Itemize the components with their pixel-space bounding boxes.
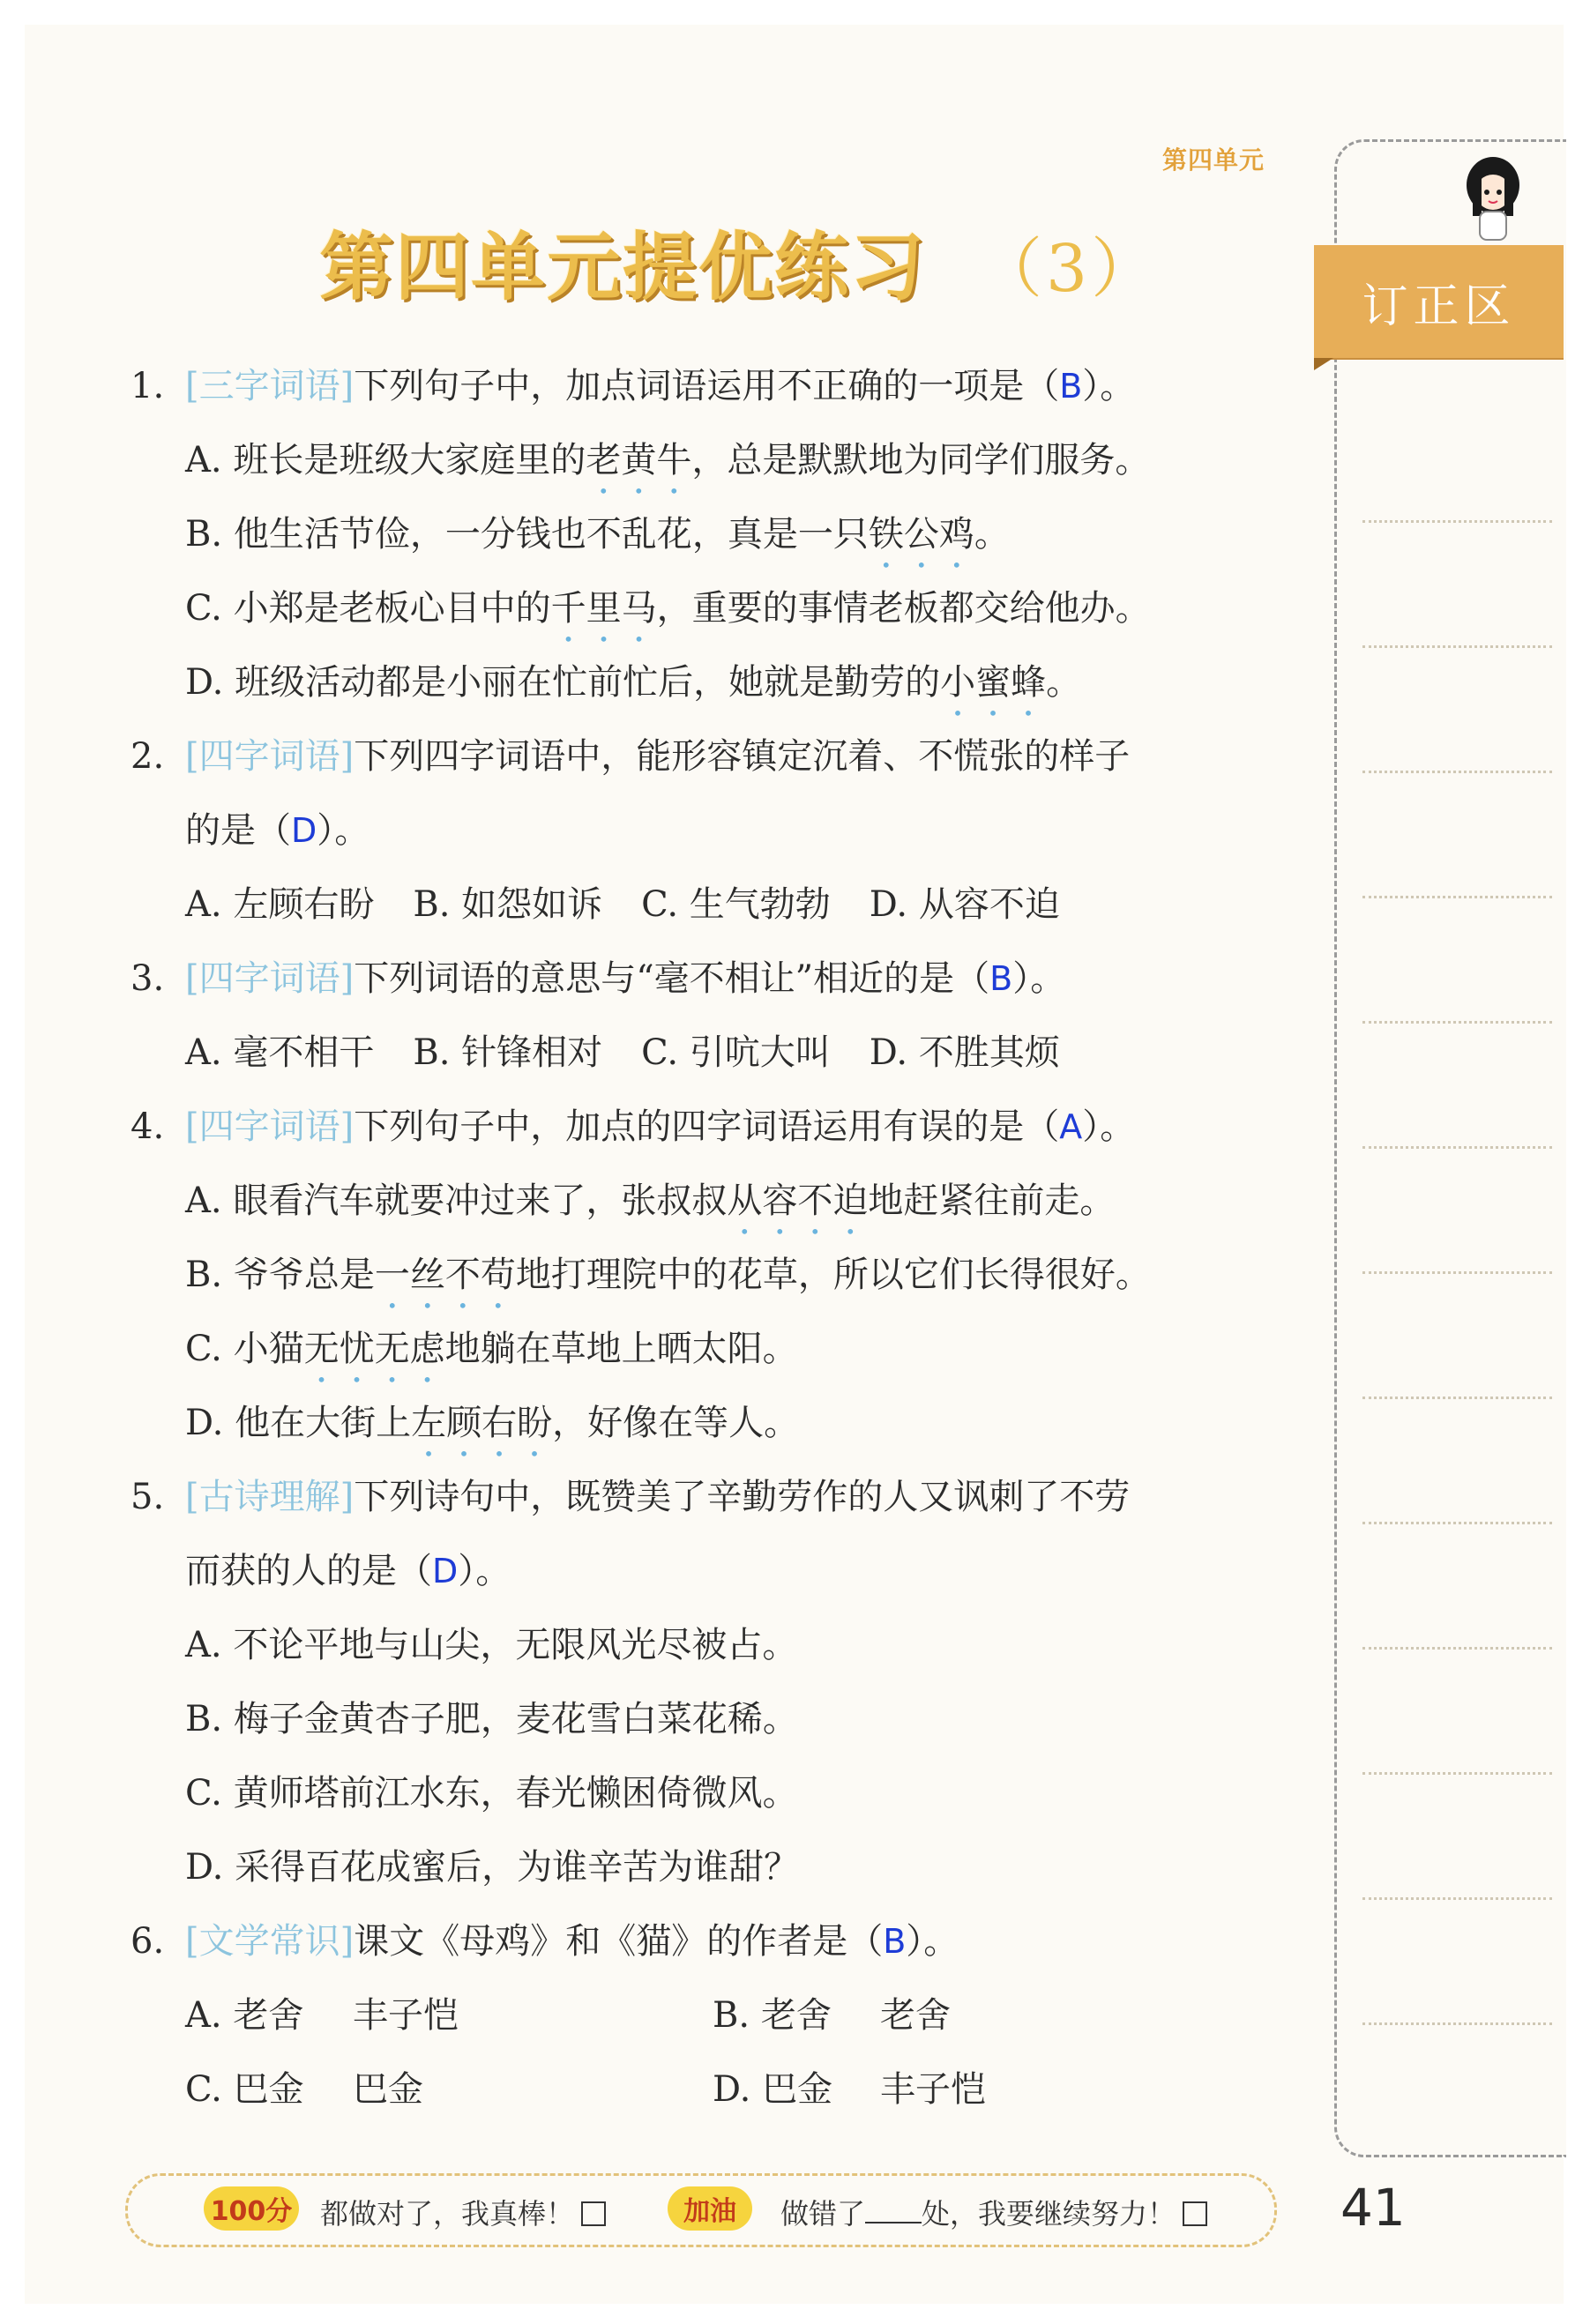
self-check-bar [125,2173,1277,2247]
option-text: 。 [1046,662,1082,703]
option-text: ，好像在等人。 [552,1403,800,1443]
question-tag: [四字词语] [185,736,355,777]
correction-line [1362,1897,1552,1900]
option-text: B. 爷爷总是 [185,1255,375,1295]
correction-line [1362,771,1552,773]
option-text: A. 眼看汽车就要冲过来了，张叔叔 [185,1181,728,1221]
emphasized-word: 千里马 [550,588,657,629]
question-1 [131,349,1295,423]
answer[interactable]: D [432,1552,459,1590]
correction-line [1362,1397,1552,1399]
options-row-cd [131,2052,1295,2127]
correction-line [1362,1021,1552,1024]
option-a: A. 不论平地与山尖，无限风光尽被占。 [185,1625,798,1665]
question-stem: 下列句子中，加点的四字词语运用有误的是（ [354,1106,1060,1147]
option-b-second: 老舍 [880,1995,951,2036]
correction-line [1362,1647,1552,1650]
question-number: 1. [131,366,165,406]
options-row [131,868,1295,942]
option-a-second: 丰子恺 [353,1995,459,2036]
option-c: C. 引吭大叫 [641,1032,831,1073]
option-text: 地躺在草地上晒太阳。 [444,1329,798,1369]
question-close: ）。 [1012,958,1066,999]
option-b: B. 针锋相对 [413,1032,603,1073]
option-text: C. 小郑是老板心目中的 [185,588,551,629]
correction-line [1362,645,1552,648]
option-text: 地赶紧往前走。 [868,1181,1116,1221]
option-b [131,1238,1295,1312]
keep-trying-checkbox[interactable] [1183,2201,1207,2226]
question-close: ）。 [1082,1106,1136,1147]
question-5 [131,1460,1295,1534]
option-a: A. 毫不相干 [185,1032,375,1073]
answer[interactable]: B [1059,367,1083,406]
mistakes-label: 做错了 [780,2197,866,2231]
option-b-first: B. 老舍 [713,1995,832,2036]
option-d [131,645,1295,719]
emphasized-word: 左顾右盼 [411,1403,553,1443]
question-2 [131,719,1295,793]
correction-line [1362,1772,1552,1775]
question-stem: 下列句子中，加点词语运用不正确的一项是（ [354,366,1060,406]
question-list [131,349,1295,2127]
option-c: C. 黄师塔前江水东，春光懒困倚微风。 [185,1773,798,1814]
option-d: D. 采得百花成蜜后，为谁辛苦为谁甜？ [185,1847,800,1888]
option-text: ，重要的事情老板都交给他办。 [656,588,1151,629]
option-text: D. 班级活动都是小丽在忙前忙后，她就是勤劳的 [185,662,941,703]
option-a-first: A. 老舍 [185,1995,304,2036]
correction-line [1362,1271,1552,1274]
score-100-badge: 100分 [204,2186,299,2231]
answer[interactable]: B [883,1922,907,1961]
correction-line [1362,520,1552,523]
option-d-first: D. 巴金 [713,2069,833,2110]
option-b: B. 如怨如诉 [413,884,603,925]
question-tag: [三字词语] [185,366,355,406]
question-stem: 课文《母鸡》和《猫》的作者是（ [354,1921,884,1962]
correction-banner [1314,245,1564,358]
question-4 [131,1090,1295,1164]
jiayou-badge: 加油 [668,2186,752,2231]
emphasized-word: 无忧无虑 [303,1329,445,1369]
question-close: ）。 [458,1551,511,1591]
question-2-stem-cont [131,793,1295,868]
emphasized-word: 老黄牛 [586,440,692,480]
correction-label: 订正区 [1362,279,1516,333]
option-text: 地打理院中的花草，所以它们长得很好。 [515,1255,1151,1295]
option-c-second: 巴金 [353,2069,423,2110]
options-row [131,1016,1295,1090]
mistakes-count-blank[interactable] [865,2222,922,2223]
correction-line [1362,1146,1552,1149]
option-a [131,1164,1295,1238]
correction-line [1362,2022,1552,2025]
option-a: A. 左顾右盼 [185,884,375,925]
unit-header: 第四单元 [1162,145,1265,175]
question-number: 5. [131,1477,165,1517]
option-d: D. 从容不迫 [869,884,1060,925]
correction-line [1362,1522,1552,1524]
option-c: C. 生气勃勃 [641,884,831,925]
option-text: A. 班长是班级大家庭里的 [185,440,586,480]
option-c [131,1312,1295,1386]
question-stem: 下列词语的意思与“毫不相让”相近的是（ [354,958,990,999]
page-title: 第四单元提优练习 [319,224,927,310]
all-correct-text [320,2192,606,2232]
question-close: ）。 [906,1921,959,1962]
title-number: （3） [977,231,1161,307]
question-stem: 下列四字词语中，能形容镇定沉着、不慌张的样子 [354,736,1131,777]
emphasized-word: 从容不迫 [727,1181,869,1221]
option-text: ，总是默默地为同学们服务。 [691,440,1151,480]
emphasized-word: 小蜜蜂 [940,662,1047,703]
question-tag: [古诗理解] [185,1477,355,1517]
option-c-first: C. 巴金 [185,2069,304,2110]
question-tag: [四字词语] [185,958,355,999]
keep-trying-label: 处，我要继续努力！ [922,2197,1176,2231]
option-text: C. 小猫 [185,1329,304,1369]
all-correct-checkbox[interactable] [581,2201,606,2226]
option-d-second: 丰子恺 [880,2069,986,2110]
option-b [131,497,1295,571]
option-d: D. 不胜其烦 [869,1032,1060,1073]
answer[interactable]: B [989,959,1013,998]
question-number: 4. [131,1106,165,1147]
page-number: 41 [1340,2178,1406,2238]
option-c [131,571,1295,645]
question-stem: 的是（ [185,810,291,851]
answer[interactable]: A [1059,1107,1083,1146]
question-stem: 而获的人的是（ [185,1551,432,1591]
question-tag: [四字词语] [185,1106,355,1147]
question-tag: [文学常识] [185,1921,355,1962]
option-a [131,423,1295,497]
girl-avatar-icon [1453,150,1533,247]
option-d [131,1386,1295,1460]
question-stem: 下列诗句中，既赞美了辛勤劳作的人又讽刺了不劳 [354,1477,1131,1517]
emphasized-word: 一丝不苟 [374,1255,516,1295]
question-3 [131,942,1295,1016]
question-number: 2. [131,736,165,777]
option-b: B. 梅子金黄杏子肥，麦花雪白菜花稀。 [185,1699,798,1739]
correction-line [1362,896,1552,898]
question-6 [131,1904,1295,1978]
option-text: B. 他生活节俭，一分钱也不乱花，真是一只 [185,514,869,555]
all-correct-label: 都做对了，我真棒！ [320,2197,575,2231]
question-close: ）。 [317,810,370,851]
option-text: 。 [974,514,1010,555]
question-number: 6. [131,1921,165,1962]
question-number: 3. [131,958,165,999]
emphasized-word: 铁公鸡 [868,514,974,555]
question-close: ）。 [1082,366,1136,406]
options-row-ab [131,1978,1295,2052]
question-5-stem-cont [131,1534,1295,1608]
mistakes-text [780,2192,1207,2232]
option-text: D. 他在大街上 [185,1403,412,1443]
answer[interactable]: D [291,811,317,850]
